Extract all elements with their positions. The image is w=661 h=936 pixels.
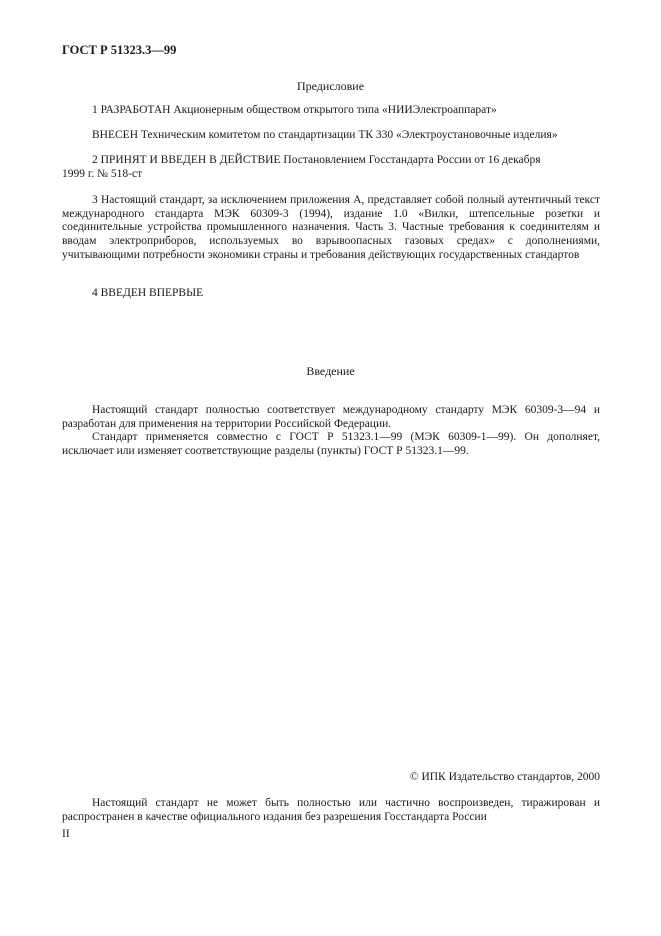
introduction-title: Введение [306,364,355,378]
foreword-item-3-text: 3 Настоящий стандарт, за исключением приложения А, представляет собой полный аутентичный текст международного стандарта МЭК 60309-3 (1994), издание 1.0 «Вилки, штепсельные розетки и соединительные устройства промышленного назначения. Часть 3. Частные требования к соединителям и вводам электроприборов, используемых во взрывоопасных газовых средах» с дополнениями, учитывающими потребности экономики страны и требования действующих государственных стандартов [62,194,600,261]
foreword-title: Предисловие [296,79,365,93]
reproduction-notice [62,797,600,824]
foreword-item-1-text: 1 РАЗРАБОТАН Акционерным обществом открытого типа «НИИЭлектроаппарат» [92,104,497,116]
introduction-body [62,404,600,459]
foreword-item-2 [62,154,600,181]
foreword-item-2-line2: 1999 г. № 518-ст [62,167,143,180]
standard-id-header: ГОСТ Р 51323.3—99 [62,43,177,57]
introduction-para-1: Настоящий стандарт полностью соответствует международному стандарту МЭК 60309-3—94 и разработан для применения на территории Российской Федерации. [62,404,600,430]
foreword-introduced-text: ВНЕСЕН Техническим комитетом по стандартизации ТК 330 «Электроустановочные изделия» [92,129,558,141]
foreword-item-1 [62,104,600,118]
reproduction-notice-text: Настоящий стандарт не может быть полностью или частично воспроизведен, тиражирован и распространен в качестве официального издания без разрешения Госстандарта России [62,797,600,823]
foreword-introduced [62,129,600,143]
introduction-para-2: Стандарт применяется совместно с ГОСТ Р 51323.1—99 (МЭК 60309-1—99). Он дополняет, исключает или изменяет соответствующие разделы (пункты) ГОСТ Р 51323.1—99. [62,431,600,458]
foreword-item-2-line1: 2 ПРИНЯТ И ВВЕДЕН В ДЕЙСТВИЕ Постановлением Госстандарта России от 16 декабря [92,154,541,166]
foreword-item-4-text: 4 ВВЕДЕН ВПЕРВЫЕ [92,287,204,299]
foreword-item-3 [62,194,600,263]
copyright-notice: © ИПК Издательство стандартов, 2000 [409,771,600,783]
foreword-item-4 [62,287,600,301]
page-number: II [62,828,70,840]
